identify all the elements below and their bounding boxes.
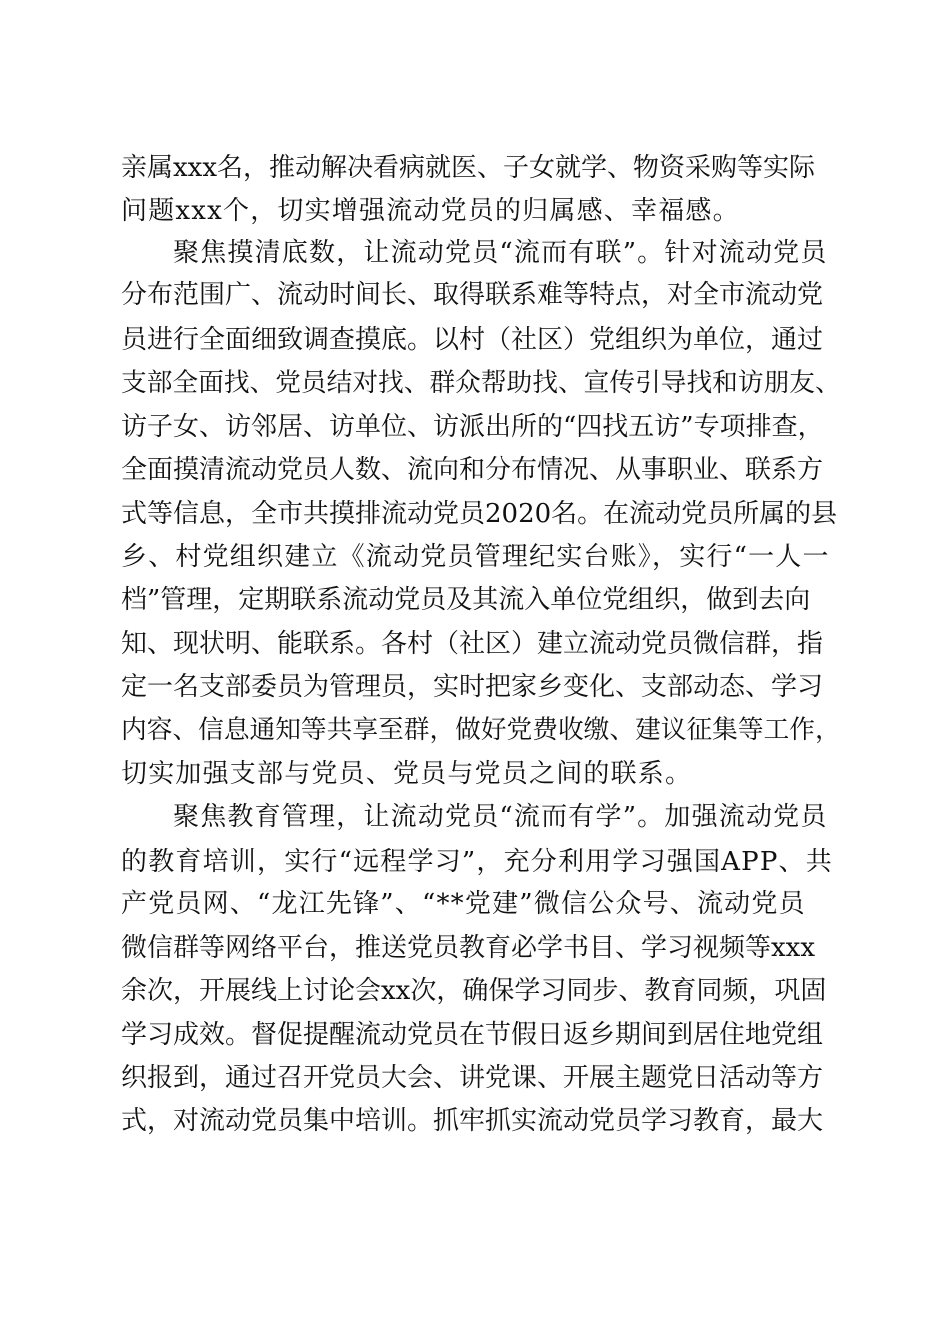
text-line: 乡、村党组织建立《流动党员管理纪实台账》，实行“一人一: [121, 542, 830, 572]
text-line: 学习成效。督促提醒流动党员在节假日返乡期间到居住地党组: [121, 1020, 824, 1050]
text-line: 的教育培训，实行“远程学习”，充分利用学习强国APP、共: [121, 847, 833, 877]
text-line: 余次，开展线上讨论会xx次，确保学习同步、教育同频，巩固: [121, 976, 827, 1006]
text-line: 式，对流动党员集中培训。抓牢抓实流动党员学习教育，最大: [121, 1106, 824, 1136]
paragraph-start-line: 聚焦教育管理，让流动党员“流而有学”。加强流动党员: [173, 802, 828, 832]
text-line: 档”管理，定期联系流动党员及其流入单位党组织，做到去向: [121, 585, 811, 615]
text-line: 全面摸清流动党员人数、流向和分布情况、从事职业、联系方: [121, 455, 824, 485]
text-line: 产党员网、“龙江先锋”、“**党建”微信公众号、流动党员: [121, 889, 806, 919]
text-line: 内容、信息通知等共享至群，做好党费收缴、建议征集等工作，: [121, 715, 841, 745]
text-line: 知、现状明、能联系。各村（社区）建立流动党员微信群，指: [121, 629, 824, 659]
paragraph-start-line: 聚焦摸清底数，让流动党员“流而有联”。针对流动党员: [173, 238, 828, 268]
text-line: 定一名支部委员为管理员，实时把家乡变化、支部动态、学习: [121, 672, 824, 702]
text-line: 织报到，通过召开党员大会、讲党课、开展主题党日活动等方: [121, 1063, 824, 1093]
text-line: 亲属xxx名，推动解决看病就医、子女就学、物资采购等实际: [121, 153, 815, 183]
text-line: 访子女、访邻居、访单位、访派出所的“四找五访”专项排查，: [121, 412, 824, 442]
text-line: 分布范围广、流动时间长、取得联系难等特点，对全市流动党: [121, 280, 824, 310]
text-line: 式等信息，全市共摸排流动党员2020名。在流动党员所属的县: [121, 499, 838, 529]
text-line: 员进行全面细致调查摸底。以村（社区）党组织为单位，通过: [121, 325, 824, 355]
text-line: 切实加强支部与党员、党员与党员之间的联系。: [121, 759, 693, 789]
text-line: 支部全面找、党员结对找、群众帮助找、宣传引导找和访朋友、: [121, 368, 841, 398]
text-line: 微信群等网络平台，推送党员教育必学书目、学习视频等xxx: [121, 933, 815, 963]
text-line: 问题xxx个，切实增强流动党员的归属感、幸福感。: [121, 196, 740, 226]
